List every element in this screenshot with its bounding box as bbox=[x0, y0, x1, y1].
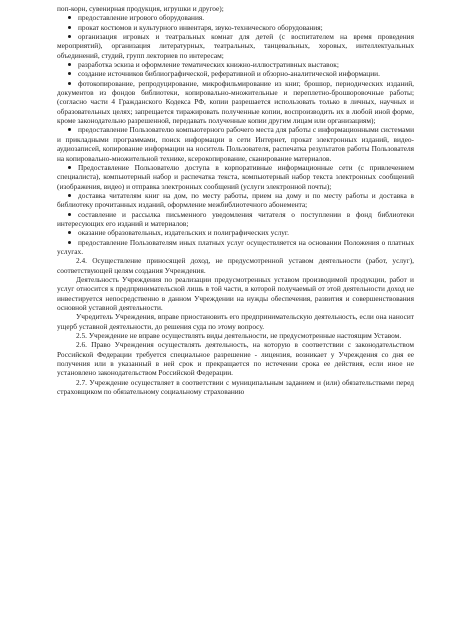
bullet-text: доставка читателям книг на дом, по месту работы, прием на дому и по месту работы и доставка в библиотеку прочитанных изданий, оформление межбиблиотечного абонемента; bbox=[57, 190, 414, 210]
bullet-item bbox=[57, 69, 414, 78]
paragraph-text: Деятельность Учреждения по реализации предусмотренных уставом производимой продукции, работ и услуг относится к предпринимательской лишь в той части, в которой получаемый от этой деятельности доход не инвестируется непосредственно в данном Учреждении на нужды обеспечения, развития и совершенствования основной уставной деятельности. bbox=[57, 274, 414, 312]
bullet-item bbox=[57, 191, 414, 210]
bullet-icon bbox=[68, 35, 71, 38]
bullet-item bbox=[57, 32, 414, 60]
bullet-icon bbox=[68, 166, 71, 169]
paragraph bbox=[57, 340, 414, 377]
bullet-text: предоставление Пользователям иных платных услуг осуществляется на основании Положения о платных услугах. bbox=[57, 237, 414, 256]
paragraph bbox=[57, 4, 414, 13]
bullet-text: создание источников библиографической, реферативной и обзорно-аналитической информации. bbox=[78, 69, 380, 79]
bullet-icon bbox=[68, 194, 71, 197]
bullet-item bbox=[57, 79, 414, 126]
bullet-item bbox=[57, 13, 414, 22]
bullet-text: прокат костюмов и культурного инвентаря, звуко-технического оборудования; bbox=[78, 22, 323, 32]
paragraph bbox=[57, 275, 414, 312]
paragraph bbox=[57, 312, 414, 331]
bullet-text: предоставление игрового оборудования. bbox=[78, 13, 205, 23]
bullet-item bbox=[57, 23, 414, 32]
paragraph bbox=[57, 331, 414, 340]
paragraph-text: поп-корн, сувенирная продукция, игрушки и другое); bbox=[57, 4, 224, 13]
bullet-item bbox=[57, 238, 414, 257]
bullet-icon bbox=[68, 16, 71, 19]
bullet-icon bbox=[68, 128, 71, 131]
paragraph-text: 2.5. Учреждение не вправе осуществлять виды деятельности, не предусмотренные настоящим Уставом. bbox=[76, 331, 402, 341]
bullet-text: предоставление Пользователю компьютерного рабочего места для работы с информационными системами и прикладными программами, поиск информации в сети Интернет, прокат электронных изданий, видео-аудиозаписей, копирование информации на носитель Пользователя, распечатка результатов работы Пользователя на копировально-множительной технике, ксерокопирование, сканирование материалов. bbox=[57, 125, 414, 163]
bullet-icon bbox=[68, 241, 71, 244]
bullet-text: фотокопирование, репродуцирование, микрофильмирование из книг, брошюр, периодических изданий, документов из фондов библиотеки, копировально-множительные и переплетно-брошюровочные работы; (согласно части 4 Гражданского Кодекса РФ, копии разрешается использовать только в личных, научных и образовательных целях; запрещается тиражировать полученные копии, воспроизводить их в любой иной форме, кроме законодательно разрешенной, передавать полученные копии другим лицам или организациям); bbox=[57, 78, 414, 126]
bullet-item bbox=[57, 60, 414, 69]
bullet-icon bbox=[68, 63, 71, 66]
bullet-item bbox=[57, 210, 414, 229]
bullet-icon bbox=[68, 231, 71, 234]
bullet-text: разработка эскиза и оформление тематических книжно-иллюстративных выставок; bbox=[78, 60, 339, 70]
paragraph-text: 2.6. Право Учреждения осуществлять деятельность, на которую в соответствии с законодательством Российской Федерации требуется специальное разрешение - лицензия, возникает у Учреждения со дня ее получения или в указанный в ней срок и прекращается по истечении срока ее действия, если иное не установлено законодательством Российской Федерации. bbox=[57, 340, 414, 378]
bullet-text: оказание образовательных, издательских и полиграфических услуг. bbox=[78, 228, 289, 238]
paragraph-text: 2.4. Осуществление приносящей доход, не предусмотренной уставом деятельности (работ, услуг), соответствующей целям создания Учреждения. bbox=[57, 256, 414, 275]
bullet-icon bbox=[68, 213, 71, 216]
bullet-text: организация игровых и театральных комнат для детей (с воспитателем на время проведения мероприятий), организация литературных, театральных, танцевальных, хоровых, интеллектуальных объединений, студий, групп лекториев по интересам; bbox=[57, 32, 414, 60]
bullet-text: Предоставление Пользователю доступа в корпоративные информационные сети (с привлечением специалиста), компьютерный набор и распечатка текста, компьютерный набор текста электронных сообщений (изображения, видео) и отправка электронных сообщений (услуги электронной почты); bbox=[57, 162, 414, 191]
paragraph bbox=[57, 256, 414, 275]
bullet-icon bbox=[68, 82, 71, 85]
bullet-text: составление и рассылка письменного уведомления читателя о поступлении в фонд библиотеки интересующих его изданий и материалов; bbox=[57, 209, 414, 228]
bullet-item bbox=[57, 125, 414, 162]
bullet-item bbox=[57, 228, 414, 237]
bullet-item bbox=[57, 163, 414, 191]
paragraph bbox=[57, 378, 414, 397]
paragraph-text: 2.7. Учреждение осуществляет в соответствии с муниципальным заданием и (или) обязательствами перед страховщиком по обязательному социальному страхованию bbox=[57, 377, 414, 397]
bullet-icon bbox=[68, 72, 71, 75]
bullet-icon bbox=[68, 26, 71, 29]
paragraph-text: Учредитель Учреждения, вправе приостановить его предпринимательскую деятельность, если она наносит ущерб уставной деятельности, до решения суда по этому вопросу. bbox=[57, 312, 414, 331]
